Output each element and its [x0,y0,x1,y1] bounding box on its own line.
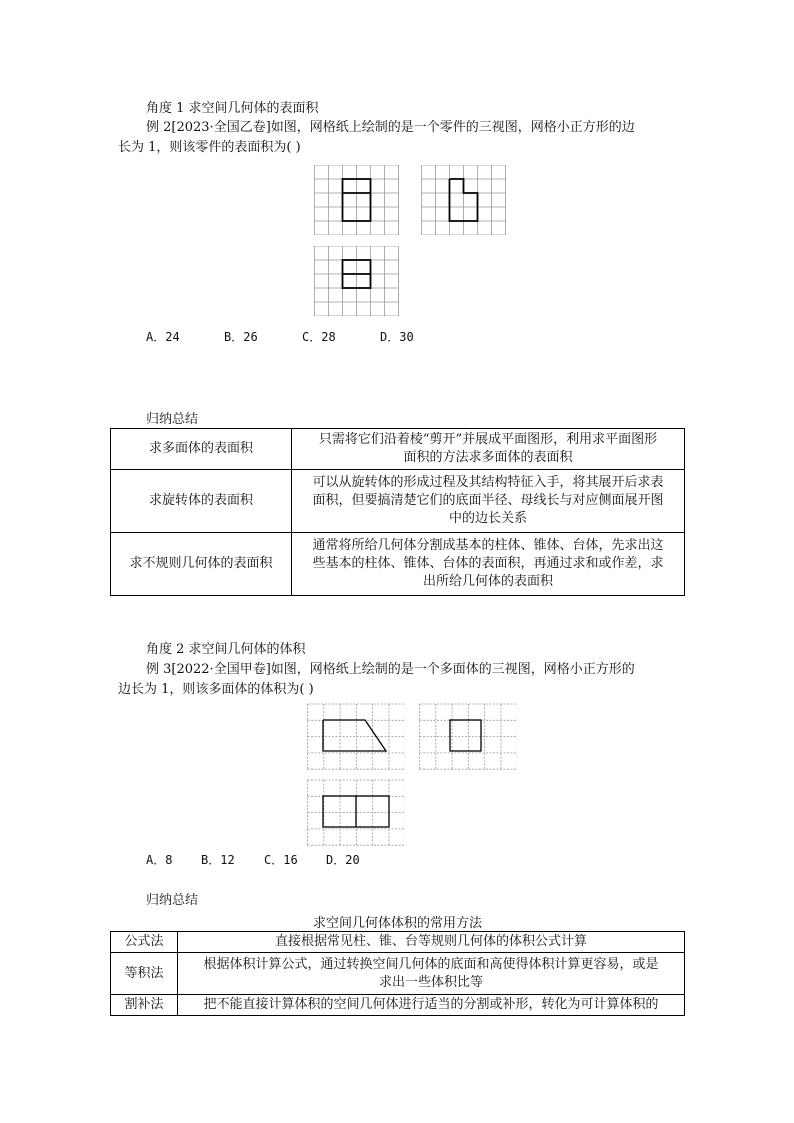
method-cell: 割补法 [111,995,178,1016]
example2-line2: 长为 1，则该零件的表面积为( ) [118,140,301,155]
example3-options [146,851,360,868]
table-row [111,533,685,596]
option-c[interactable]: C．16 [264,853,298,867]
example3-line2: 边长为 1，则该多面体的体积为( ) [118,682,314,697]
option-a[interactable]: A．8 [146,853,173,867]
option-b[interactable]: B．12 [201,853,235,867]
section1-heading: 角度 1 求空间几何体的表面积 [146,101,319,116]
example3-side-view [419,703,517,771]
example3-line1: 例 3[2022·全国甲卷]如图，网格纸上绘制的是一个多面体的三视图，网格小正方形的 [146,662,635,677]
desc-cell: 只需将它们沿着棱“剪开”并展成平面图形，利用求平面图形 面积的方法求多面体的表面积 [292,429,685,470]
method-cell: 求不规则几何体的表面积 [111,533,292,596]
desc-cell: 直接根据常见柱、锥、台等规则几何体的体积公式计算 [178,932,685,953]
method-cell: 求多面体的表面积 [111,429,292,470]
example2-front-view [314,165,400,235]
method-cell: 公式法 [111,932,178,953]
option-a[interactable]: A．24 [146,330,180,344]
section2-heading: 角度 2 求空间几何体的体积 [146,642,306,657]
table-row [111,429,685,470]
desc-cell: 根据体积计算公式，通过转换空间几何体的底面和高使得体积计算更容易，或是 求出一些体积比等 [178,953,685,995]
surface-area-summary-table [110,428,685,596]
summary2-heading: 归纳总结 [146,893,199,908]
example2-line1: 例 2[2023·全国乙卷]如图，网格纸上绘制的是一个零件的三视图，网格小正方形的边 [146,120,635,135]
table-row [111,995,685,1016]
table-row [111,932,685,953]
example2-top-view [314,246,400,316]
summary1-heading: 归纳总结 [146,412,199,427]
volume-methods-table [110,931,685,1016]
method-cell: 求旋转体的表面积 [111,470,292,533]
example2-options [146,328,414,345]
option-b[interactable]: B．26 [224,330,258,344]
example2-side-view [421,165,507,235]
method-cell: 等积法 [111,953,178,995]
desc-cell: 通常将所给几何体分割成基本的柱体、锥体、台体，先求出这 些基本的柱体、锥体、台体的表面积，再通过求和或作差，求 出所给几何体的表面积 [292,533,685,596]
option-c[interactable]: C．28 [302,330,336,344]
volume-table-title: 求空间几何体体积的常用方法 [312,916,482,931]
table-row [111,470,685,533]
option-d[interactable]: D．20 [326,853,360,867]
desc-cell: 可以从旋转体的形成过程及其结构特征入手，将其展开后求表 面积，但要搞清楚它们的底面半径、母线长与对应侧面展开图 中的边长关系 [292,470,685,533]
example3-front-view [307,703,405,771]
example3-top-view [307,779,405,847]
desc-cell: 把不能直接计算体积的空间几何体进行适当的分割或补形，转化为可计算体积的 [178,995,685,1016]
option-d[interactable]: D．30 [380,330,414,344]
table-row [111,953,685,995]
